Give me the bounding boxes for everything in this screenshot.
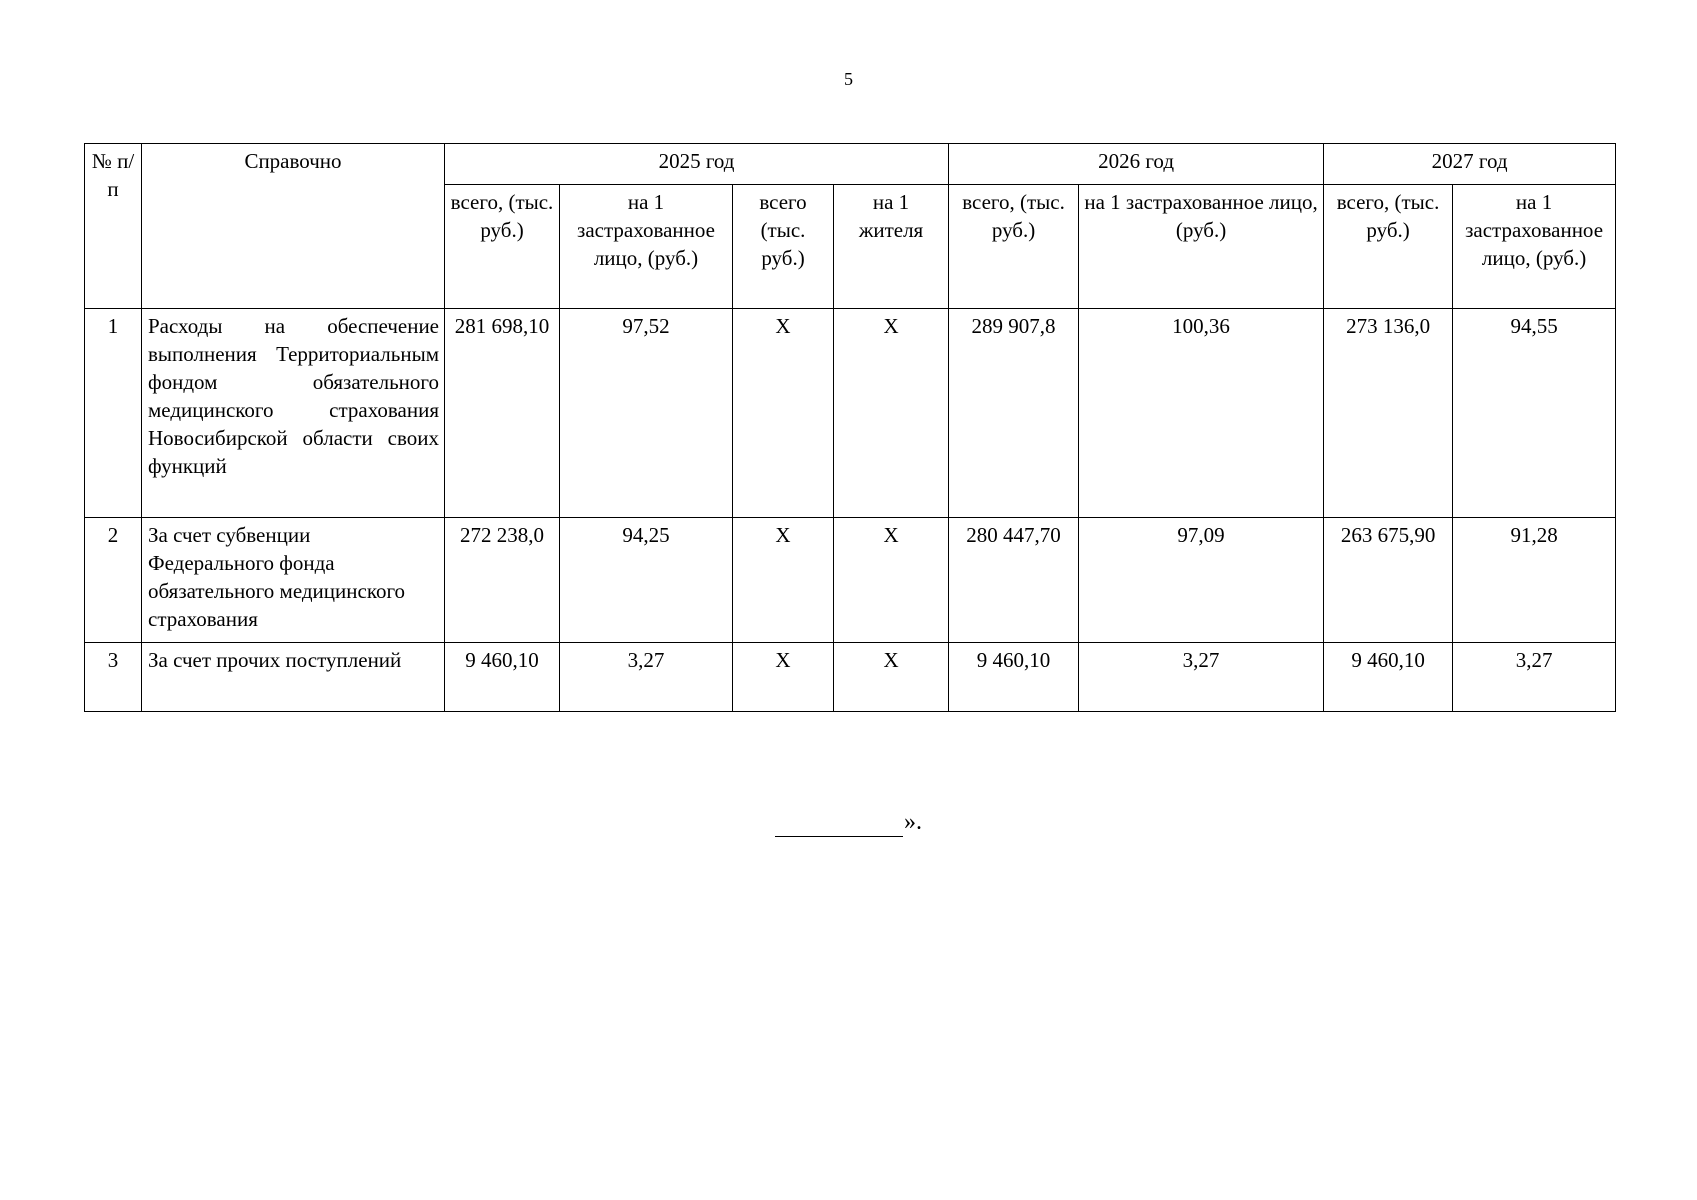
header-year-2025: 2025 год [445,144,949,185]
table-row [85,518,1616,643]
header-num: № п/п [85,144,142,309]
header-row-years [85,144,1616,185]
cell-2025-per-insured: 94,25 [560,518,733,643]
page-number: 5 [844,69,853,89]
cell-2025-per-resident: Х [834,518,949,643]
cell-2025-total: 272 238,0 [445,518,560,643]
cell-2027-total: 9 460,10 [1324,643,1453,712]
cell-2026-per-insured: 97,09 [1079,518,1324,643]
cell-2027-total: 273 136,0 [1324,309,1453,518]
cell-2025-total: 9 460,10 [445,643,560,712]
cell-2026-total: 9 460,10 [949,643,1079,712]
row-number: 3 [85,643,142,712]
row-number: 2 [85,518,142,643]
closing-mark [0,807,1697,837]
table-row [85,309,1616,518]
cell-2027-per-insured: 3,27 [1453,643,1616,712]
cell-2025-per-resident: Х [834,309,949,518]
table-row [85,643,1616,712]
header-2027-per-insured: на 1 застрахованное лицо, (руб.) [1453,185,1616,309]
row-description: За счет субвенции Федерального фонда обязательного медицинского страхования [142,518,445,643]
cell-2025-per-resident: Х [834,643,949,712]
cell-2026-per-insured: 100,36 [1079,309,1324,518]
header-2025-total: всего, (тыс. руб.) [445,185,560,309]
cell-2026-per-insured: 3,27 [1079,643,1324,712]
cell-2027-per-insured: 94,55 [1453,309,1616,518]
header-year-2027: 2027 год [1324,144,1616,185]
header-2025-total-alt: всего (тыс. руб.) [733,185,834,309]
cell-2025-per-insured: 97,52 [560,309,733,518]
header-2025-per-insured: на 1 застрахованное лицо, (руб.) [560,185,733,309]
cell-2025-total-alt: Х [733,309,834,518]
closing-quote: ». [904,809,922,835]
cell-2025-total-alt: Х [733,518,834,643]
header-reference: Справочно [142,144,445,309]
expenses-table [84,143,1616,712]
header-year-2026: 2026 год [949,144,1324,185]
cell-2025-total-alt: Х [733,643,834,712]
row-number: 1 [85,309,142,518]
header-2025-per-resident: на 1 жителя [834,185,949,309]
cell-2026-total: 280 447,70 [949,518,1079,643]
row-description: Расходы на обеспечение выполнения Территориальным фондом обязательного медицинского страхования Новосибирской области своих функций [142,309,445,518]
cell-2027-total: 263 675,90 [1324,518,1453,643]
cell-2026-total: 289 907,8 [949,309,1079,518]
cell-2025-total: 281 698,10 [445,309,560,518]
row-description: За счет прочих поступлений [142,643,445,712]
cell-2027-per-insured: 91,28 [1453,518,1616,643]
header-2027-total: всего, (тыс. руб.) [1324,185,1453,309]
header-2026-per-insured: на 1 застрахованное лицо, (руб.) [1079,185,1324,309]
cell-2025-per-insured: 3,27 [560,643,733,712]
signature-line [775,810,903,837]
header-2026-total: всего, (тыс. руб.) [949,185,1079,309]
